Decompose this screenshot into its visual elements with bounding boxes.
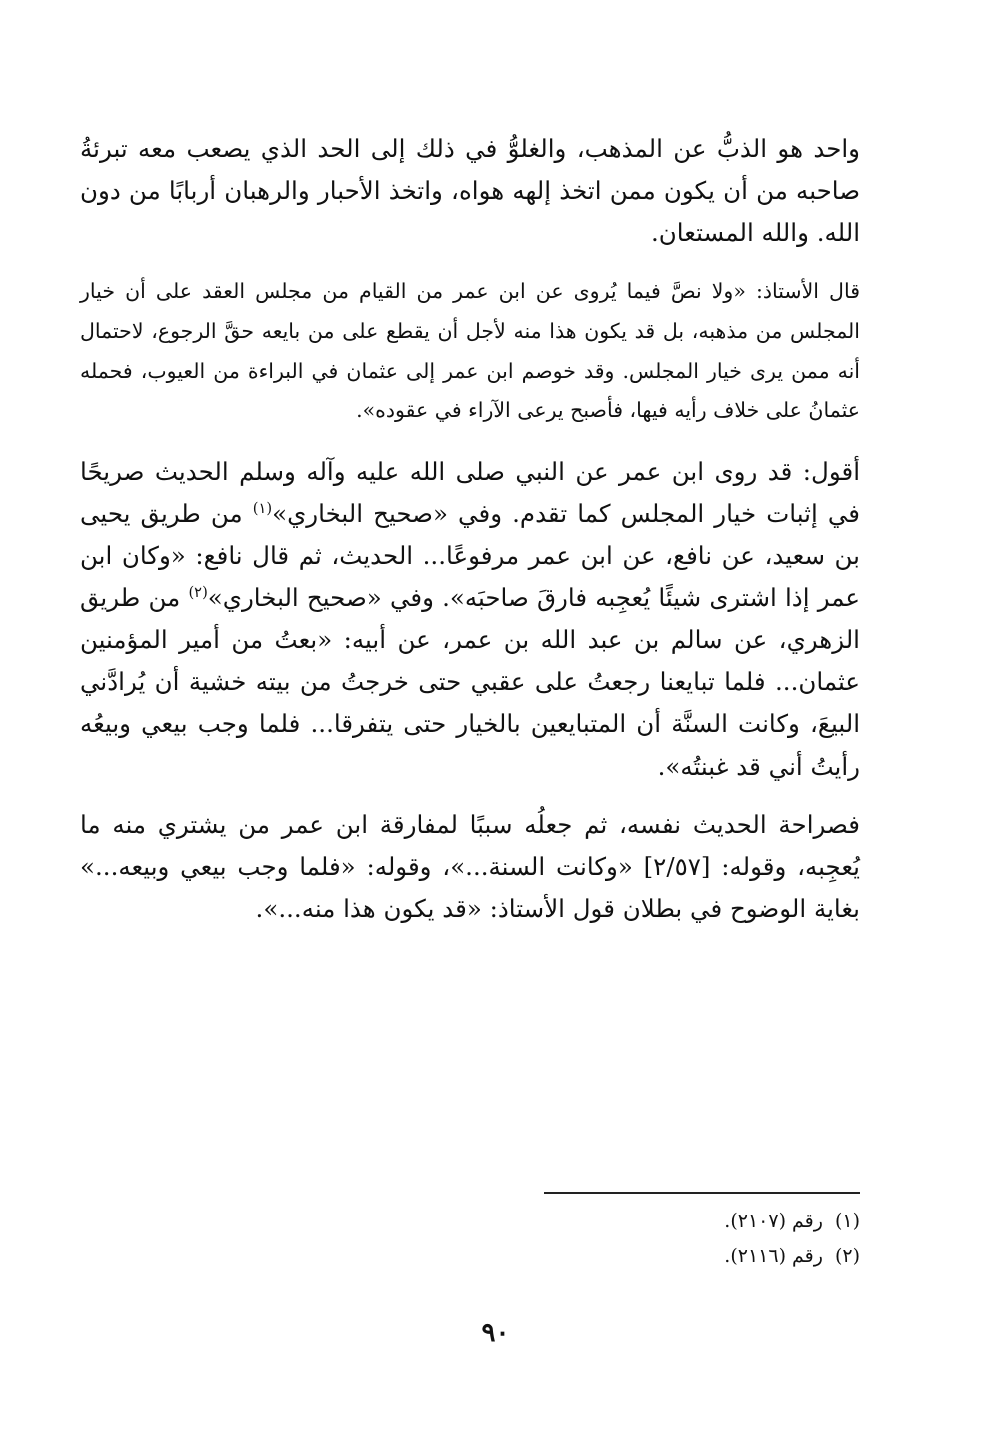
footnote-ref-1[interactable]: (١) (252, 499, 273, 517)
footnote-2-text: رقم (٢١١٦). (724, 1245, 823, 1268)
paragraph-3-part-c: من طريق الزهري، عن سالم بن عبد الله بن عمر، عن أبيه: «بعتُ من أمير المؤمنين عثمان... فلما تبايعنا رجعتُ على عقبي حتى خرجتُ من بيته خشية أن يُرادَّني البيعَ، وكانت السنَّة أن المتبايعين بالخيار حتى يتفرقا... فلما وجب بيعي وبيعُه رأيتُ أني قد غبنتُه». (80, 583, 860, 781)
footnote-1-number: (١) (834, 1210, 860, 1232)
page-body (80, 128, 860, 930)
footnote-2-number: (٢) (834, 1245, 860, 1268)
paragraph-4: فصراحة الحديث نفسه، ثم جعلُه سببًا لمفارقة ابن عمر من يشتري منه ما يُعجِبه، وقوله: [٢/٥٧] «وكانت السنة...»، وقوله: «فلما وجب بيعي وبيعه...» بغاية الوضوح في بطلان قول الأستاذ: «قد يكون هذا منه...». (80, 809, 860, 923)
paragraph-3 (80, 451, 860, 788)
page-number: ٩٠ (481, 1318, 510, 1348)
paragraph-3-part-b: من طريق يحيى بن سعيد، عن نافع، عن ابن عمر مرفوعًا... الحديث، ثم قال نافع: «وكان ابن عمر إذا اشترى شيئًا يُعجِبه فارقَ صاحبَه». وفي «صحيح البخاري» (80, 498, 860, 612)
paragraph-2-quote: قال الأستاذ: «ولا نصَّ فيما يُروى عن ابن عمر من القيام من مجلس العقد على أن خيار المجلس من مذهبه، بل قد يكون هذا منه لأجل أن يقطع على من بايعه حقَّ الرجوع، لاحتمال أنه ممن يرى خيار المجلس. وقد خوصم ابن عمر إلى عثمان في البراءة من العيوب، فحمله عثمانُ على خلاف رأيه فيها، فأصبح يرعى الآراء في عقوده». (80, 279, 860, 423)
footnote-divider (544, 1192, 860, 1194)
footnote-ref-2[interactable]: (٢) (188, 583, 208, 601)
footnote-2 (544, 1242, 860, 1271)
footnotes (544, 1207, 860, 1278)
footnote-1 (544, 1207, 860, 1236)
footnote-1-text: رقم (٢١٠٧). (724, 1210, 823, 1232)
paragraph-1: واحد هو الذبُّ عن المذهب، والغلوُّ في ذلك إلى الحد الذي يصعب معه تبرئةُ صاحبه من أن يكون ممن اتخذ إلهه هواه، واتخذ الأحبار والرهبان أربابًا من دون الله. والله المستعان. (80, 134, 860, 248)
paragraph-3-part-a: أقول: قد روى ابن عمر عن النبي صلى الله عليه وآله وسلم الحديث صريحًا في إثبات خيار المجلس كما تقدم. وفي «صحيح البخاري» (80, 456, 860, 528)
